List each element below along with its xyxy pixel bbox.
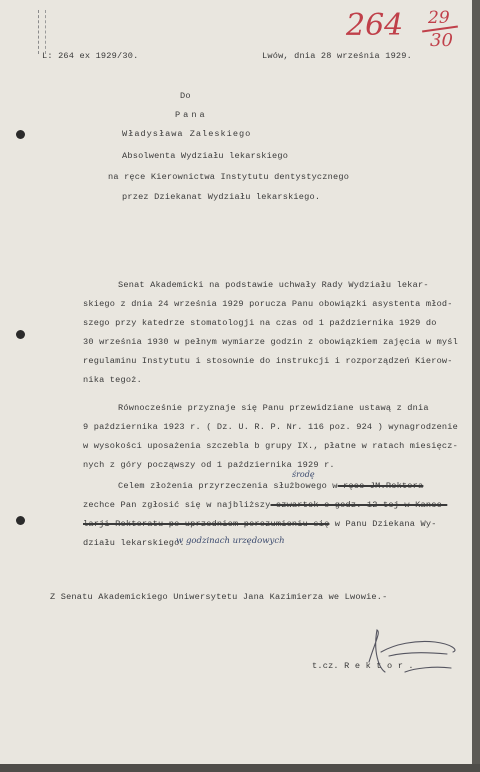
reference-number: L: 264 ex 1929/30. [42, 51, 139, 61]
body-line: Senat Akademicki na podstawie uchwały Rady Wydziału lekar- [118, 280, 429, 290]
stamp-fraction-top: 29 [428, 8, 450, 28]
body-line: 9 października 1923 r. ( Dz. U. R. P. Nr. 116 poz. 924 ) wynagrodzenie [83, 422, 458, 432]
body-line: nika tegoż. [83, 375, 142, 385]
address-line: przez Dziekanat Wydziału lekarskiego. [122, 192, 321, 202]
fold-mark [38, 10, 40, 54]
body-line: skiego z dnia 24 września 1929 porucza Panu obowiązki asystenta młod- [83, 299, 453, 309]
scan-edge-right [472, 0, 480, 772]
body-line: regulaminu Instytutu i stosownie do instrukcji i rozporządzeń Kierow- [83, 356, 453, 366]
rector-title: t.cz. R e k t o r . [312, 661, 414, 671]
address-line: na ręce Kierownictwa Instytutu dentystycznego [108, 172, 350, 182]
struck-text: larji Rektoratu po uprzedniem porozumieniu się [83, 519, 330, 529]
body-line: Równocześnie przyznaje się Panu przewidziane ustawą z dnia [118, 403, 429, 413]
handwritten-insertion: środę [292, 470, 315, 479]
body-line: działu lekarskiego. [83, 538, 185, 548]
stamp-fraction-bottom: 30 [430, 30, 453, 51]
scan-edge-bottom [0, 764, 480, 772]
address-line: Pana [175, 110, 208, 120]
senate-line: Z Senatu Akademickiego Uniwersytetu Jana Kazimierza we Lwowie.- [50, 592, 388, 602]
punch-hole [16, 130, 25, 139]
body-line: Celem złożenia przyrzeczenia służbowego w ręce JM.Rektora [118, 481, 424, 491]
body-line: larji Rektoratu po uprzedniem porozumieniu się w Panu Dziekana Wy- [83, 519, 437, 529]
body-line: 30 września 1930 w pełnym wymiarze godzin z obowiązkiem zajęcia w myśl [83, 337, 458, 347]
body-line: zechce Pan zgłosić się w najbliższy czwartek o godz. 12-tej w Kance- [83, 500, 448, 510]
place-date: Lwów, dnia 28 września 1929. [262, 51, 412, 61]
fold-mark [45, 10, 47, 54]
body-line: w wysokości uposażenia szczebla b grupy IX., płatne w ratach miesięcz- [83, 441, 458, 451]
body-line: nych z góry począwszy od 1 października 1929 r. [83, 460, 335, 470]
signature [355, 622, 465, 692]
stamp-number: 264 [346, 8, 404, 43]
struck-text: ręce JM.Rektora [337, 481, 424, 491]
addressee-name: Władysława Zaleskiego [122, 129, 252, 139]
handwritten-insertion: w godzinach urzędowych [176, 536, 285, 546]
punch-hole [16, 330, 25, 339]
punch-hole [16, 516, 25, 525]
address-line: Do [180, 91, 191, 101]
address-line: Absolwenta Wydziału lekarskiego [122, 151, 289, 161]
struck-text: czwartek o godz. 12-tej w Kance- [270, 500, 448, 510]
body-line: szego przy katedrze stomatologji na czas od 1 października 1929 do [83, 318, 437, 328]
